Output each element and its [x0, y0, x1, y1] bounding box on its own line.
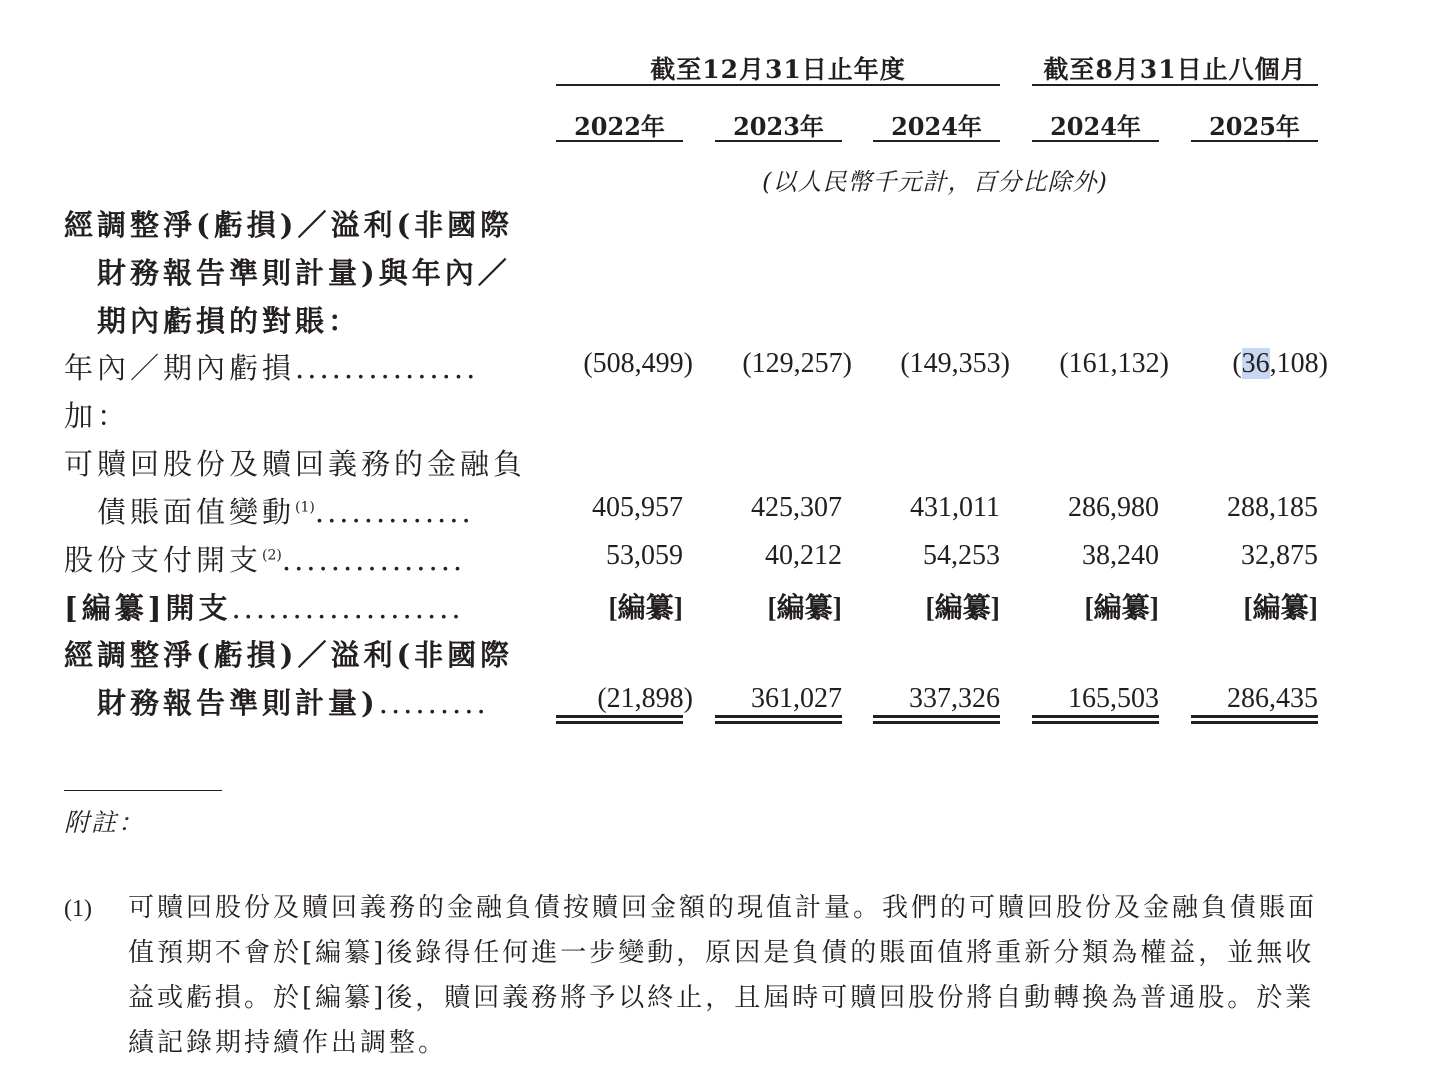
year-header-2025-8m: 2025年: [1209, 112, 1300, 141]
value-loss-2024-8m: (161,132): [1059, 348, 1169, 379]
row-label-fv-change-line-1: 可贖回股份及贖回義務的金融負: [64, 447, 527, 481]
text-selection-highlight[interactable]: 36: [1241, 348, 1270, 379]
section-title-line-1: 經調整淨(虧損)／溢利(非國際: [64, 208, 514, 242]
section-title-line-3: 期內虧損的對賬：: [97, 304, 362, 338]
value-fv-2024-8m: 286,980: [1068, 492, 1159, 523]
section-title-line-2: 財務報告準則計量)與年內／: [97, 256, 511, 290]
group-header-year-ended: 截至12月31日止年度: [650, 55, 906, 84]
value-loss-2024: (149,353): [900, 348, 1010, 379]
value-loss-2025-pre: (: [1232, 348, 1242, 379]
value-fv-2024: 431,011: [910, 492, 1000, 523]
value-loss-2022: (508,499): [583, 348, 693, 379]
value-redacted-2025-8m: [編纂]: [1243, 593, 1318, 624]
value-share-2024: 54,253: [923, 540, 1000, 571]
year-header-2024: 2024年: [891, 112, 982, 141]
row-label-redacted-text: [編纂]開支: [64, 591, 232, 625]
group-header-eight-months: 截至8月31日止八個月: [1043, 55, 1307, 84]
leader-dots: ...............: [295, 351, 479, 385]
row-label-fv-change-text: 債賬面值變動: [97, 495, 296, 529]
value-loss-2023: (129,257): [742, 348, 852, 379]
year-rule-2022: [556, 140, 683, 142]
value-redacted-2022: [編纂]: [608, 593, 683, 624]
year-header-2024-8m: 2024年: [1050, 112, 1141, 141]
value-adjusted-2024-8m: 165,503: [1068, 683, 1159, 714]
leader-dots: .........: [378, 686, 489, 720]
year-rule-2023: [715, 140, 842, 142]
value-loss-2025-8m: [1188, 348, 1328, 380]
value-adjusted-2025-8m: 286,435: [1227, 683, 1318, 714]
footnote-ref-1: (1): [295, 499, 315, 516]
notes-heading: 附註：: [64, 808, 146, 837]
total-double-rule-2023: [715, 715, 842, 724]
value-share-2022: 53,059: [606, 540, 683, 571]
notes-separator: [64, 790, 222, 791]
footnote-ref-2: (2): [262, 547, 282, 564]
value-redacted-2024-8m: [編纂]: [1084, 593, 1159, 624]
value-share-2023: 40,212: [765, 540, 842, 571]
value-adjusted-2022: (21,898): [597, 683, 693, 714]
unit-note: (以人民幣千元計，百分比除外): [762, 168, 1108, 196]
row-label-redacted: [64, 586, 464, 627]
leader-dots: ...............: [281, 543, 466, 577]
value-share-2025-8m: 32,875: [1241, 540, 1318, 571]
value-redacted-2023: [編纂]: [767, 593, 842, 624]
row-label-share-comp-text: 股份支付開支: [64, 543, 263, 577]
value-adjusted-2023: 361,027: [751, 683, 842, 714]
total-double-rule-2024-8m: [1032, 715, 1159, 724]
value-fv-2022: 405,957: [592, 492, 683, 523]
value-fv-2025-8m: 288,185: [1227, 492, 1318, 523]
note-1-text: 可贖回股份及贖回義務的金融負債按贖回金額的現值計量。我們的可贖回股份及金融負債賬面值預期不會於[編纂]後錄得任何進一步變動，原因是負債的賬面值將重新分類為權益，並無收益或虧損。於[編纂]後，贖回義務將予以終止，且屆時可贖回股份將自動轉換為普通股。於業績記錄期持續作出調整。: [128, 893, 1318, 1058]
value-share-2024-8m: 38,240: [1082, 540, 1159, 571]
year-header-2022: 2022年: [574, 112, 665, 141]
total-double-rule-2025-8m: [1191, 715, 1318, 724]
row-label-adjusted-text: 財務報告準則計量): [97, 686, 379, 720]
row-label-adjusted-line-2: [97, 681, 489, 722]
year-rule-2024-8m: [1032, 140, 1159, 142]
row-label-share-comp: [64, 538, 465, 579]
year-rule-2025-8m: [1191, 140, 1318, 142]
row-label-adjusted-line-1: 經調整淨(虧損)／溢利(非國際: [64, 638, 514, 672]
year-rule-2024: [873, 140, 1000, 142]
group-header-rule-2: [1032, 84, 1318, 86]
row-label-loss: [64, 346, 478, 387]
leader-dots: .............: [314, 495, 474, 529]
note-1-number: (1): [64, 896, 92, 922]
row-label-fv-change-line-2: [97, 490, 474, 531]
total-double-rule-2022: [556, 715, 683, 724]
leader-dots: ...................: [231, 591, 464, 625]
row-label-add: 加：: [64, 399, 131, 433]
group-header-rule-1: [556, 84, 1000, 86]
total-double-rule-2024: [873, 715, 1000, 724]
value-fv-2023: 425,307: [751, 492, 842, 523]
value-adjusted-2024: 337,326: [909, 683, 1000, 714]
value-redacted-2024: [編纂]: [925, 593, 1000, 624]
row-label-loss-text: 年內／期內虧損: [64, 351, 296, 385]
year-header-2023: 2023年: [733, 112, 824, 141]
value-loss-2025-post: ,108): [1269, 348, 1328, 379]
